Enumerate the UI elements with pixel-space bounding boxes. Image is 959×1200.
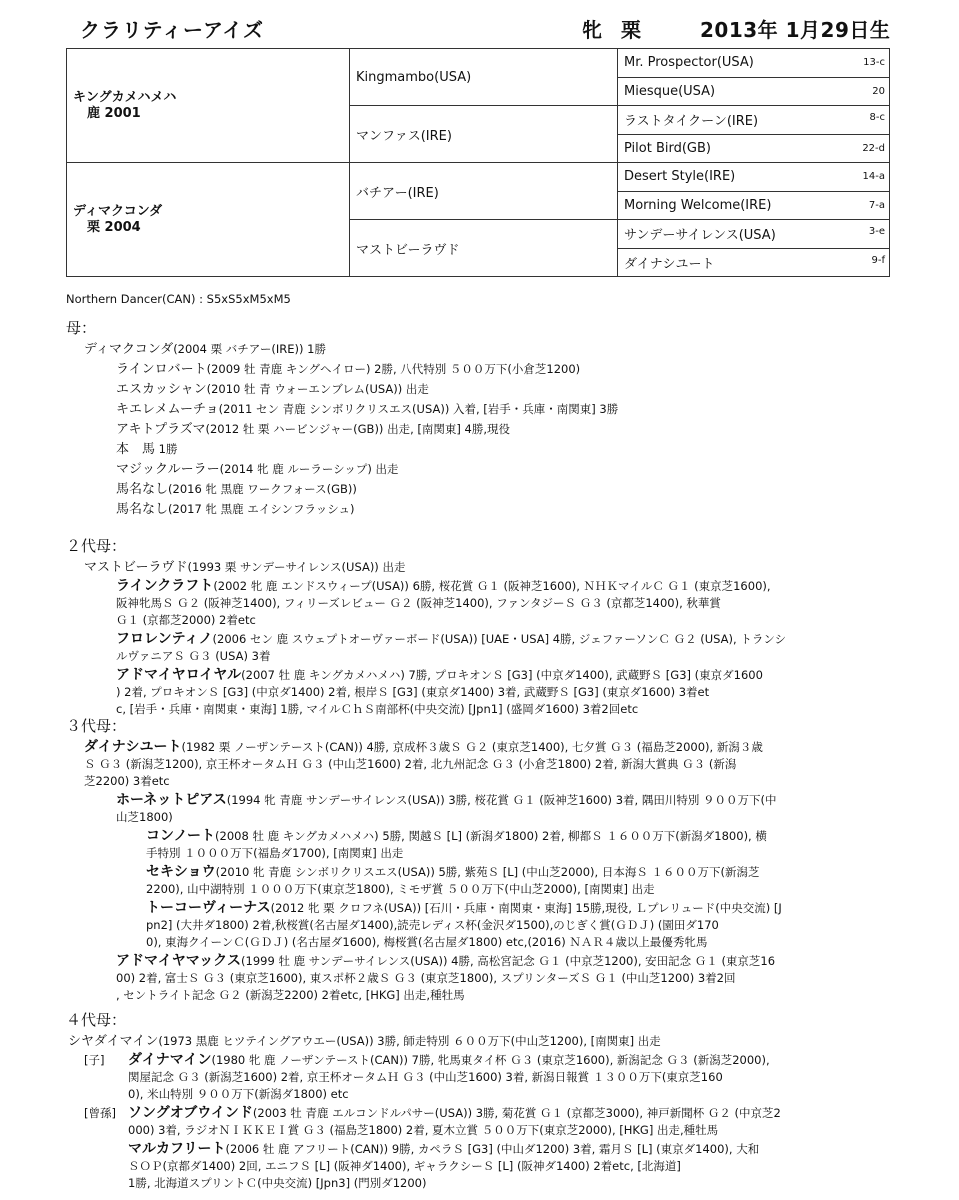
list-item (66, 501, 896, 518)
horse-record: (2006 牡 鹿 アフリート(CAN)) 9勝, カペラＳ [G3] (中山ダ1200) 3着, 霜月Ｓ [L] (東京ダ1400), 大和 (225, 1142, 760, 1156)
list-item (66, 792, 896, 826)
horse-record: (2008 牡 鹿 キングカメハメハ) 5勝, 関越Ｓ [L] (新潟ダ1800) 2着, 柳都Ｓ １６００万下(新潟ダ1800), 横 (215, 829, 767, 843)
horse-record: (2007 牡 鹿 キングカメハメハ) 7勝, プロキオンＳ [G3] (中京ダ1400), 武蔵野Ｓ [G3] (東京ダ1600 (241, 668, 763, 682)
fourth-dam-section (66, 1012, 896, 1192)
section-heading: ３代母： (66, 717, 127, 735)
horse-record: 阪神牝馬Ｓ Ｇ２ (阪神芝1400), フィリーズレビュー Ｇ２ (阪神芝1400), ファンタジーＳ Ｇ３ (京都芝1400), 秋華賞 (116, 596, 721, 610)
horse-record: 手特別 １０００万下(福島ダ1700), [南関東] 出走 (146, 846, 404, 860)
list-item (66, 631, 896, 665)
horse-name: ダイナマイン (128, 1052, 212, 1068)
list-item (66, 1105, 896, 1139)
horse-name: マルカフリート (128, 1141, 226, 1157)
horse-record: (1973 黒鹿 ヒツテイングアウエー(USA)) 3勝, 師走特別 ６００万下(中山芝1200), [南関東] 出走 (158, 1034, 661, 1048)
dam-name: ディマクコンダ (73, 203, 163, 219)
section-heading: ２代母： (66, 537, 127, 555)
horse-name: 馬名なし (116, 482, 169, 497)
list-item (66, 421, 896, 438)
horse-record: (1994 牝 青鹿 サンデーサイレンス(USA)) 3勝, 桜花賞 Ｇ１ (阪神芝1600) 3着, 隅田川特別 ９００万下(中 (226, 793, 777, 807)
horse-name: シヤダイマイン (68, 1034, 159, 1049)
horse-name: ソングオブウインド (128, 1105, 253, 1121)
gen3-name: ダイナシユート (624, 256, 715, 272)
relation-tag: [子] (84, 1053, 105, 1067)
family-number: 7-a (868, 199, 885, 211)
horse-record: (2003 牡 青鹿 エルコンドルパサー(USA)) 3勝, 菊花賞 Ｇ１ (京都芝3000), 神戸新聞杯 Ｇ２ (中京芝2 (252, 1106, 781, 1120)
sire-name: キングカメハメハ (73, 89, 177, 105)
horse-name: アドマイヤロイヤル (116, 667, 242, 683)
list-item (66, 953, 896, 1004)
gen2-name: マストビーラヴド (356, 242, 460, 258)
horse-record: (2010 牡 青 ウォーエンブレム(USA)) 出走 (206, 382, 429, 396)
horse-record: (2002 牝 鹿 エンドスウィープ(USA)) 6勝, 桜花賞 Ｇ１ (阪神芝1600), ＮＨＫマイルＣ Ｇ１ (東京芝1600), (213, 579, 771, 593)
horse-record: (2016 牝 黒鹿 ワークフォース(GB)) (168, 482, 357, 496)
list-item (66, 1141, 896, 1192)
family-number: 20 (872, 85, 885, 97)
horse-name: ダイナシユート (84, 739, 182, 755)
gen3-cell (618, 134, 890, 163)
gen2-cell (350, 163, 618, 220)
list-item (66, 461, 896, 478)
horse-name: ラインロバート (116, 362, 207, 377)
horse-name: アドマイヤマックス (116, 953, 242, 969)
birth-date: 2013年 1月29日生 (700, 18, 891, 42)
gen3-cell (618, 163, 890, 192)
family-number: 14-a (862, 171, 885, 183)
list-item (66, 381, 896, 398)
horse-record: 山芝1800) (116, 810, 173, 824)
horse-record: (1980 牝 鹿 ノーザンテースト(CAN)) 7勝, 牝馬東タイ杯 Ｇ３ (東京芝1600), 新潟記念 Ｇ３ (新潟芝2000), (211, 1053, 770, 1067)
horse-name: セキショウ (146, 864, 216, 880)
gen2-name: マンファス(IRE) (356, 128, 452, 144)
gen3-cell (618, 248, 890, 277)
dam-line (66, 1033, 896, 1050)
horse-name: ホーネットピアス (116, 792, 227, 808)
horse-name: フロレンティノ (116, 631, 213, 647)
gen3-name: ラストタイクーン(IRE) (624, 114, 759, 130)
horse-record: c, [岩手・兵庫・南関東・東海] 1勝, マイルＣｈＳ南部杯(中央交流) [Jpn1] (盛岡ダ1600) 3着2回etc (116, 702, 639, 716)
dam-cell (67, 163, 350, 277)
family-number: 3-e (868, 226, 885, 238)
horse-record: ＳＯＰ(京都ダ1400) 2回, エニフＳ [L] (阪神ダ1400), ギャラクシーＳ [L] (阪神ダ1400) 2着etc, [北海道] (128, 1159, 681, 1173)
gen2-name: バチアー(IRE) (356, 185, 439, 201)
horse-record: 000) 3着, ラジオＮＩＫＫＥＩ賞 Ｇ３ (福島芝1800) 2着, 夏木立賞 ５００万下(東京芝2000), [HKG] 出走,種牡馬 (128, 1123, 719, 1137)
horse-record: 芝2200) 3着etc (84, 774, 170, 788)
horse-name: コンノート (146, 828, 216, 844)
gen3-name: Mr. Prospector(USA) (624, 55, 754, 71)
list-item (66, 401, 896, 418)
list-item (66, 828, 896, 862)
sire-info: 鹿 2001 (87, 105, 141, 121)
section-heading: ４代母： (66, 1011, 127, 1029)
third-dam-section (66, 718, 896, 1004)
section-heading: 母： (66, 319, 97, 337)
gen3-cell (618, 191, 890, 220)
horse-record: Ｓ Ｇ３ (新潟芝1200), 京王杯オータムＨ Ｇ３ (中山芝1600) 2着, 北九州記念 Ｇ３ (小倉芝1800) 2着, 新潟大賞典 Ｇ３ (新潟 (84, 757, 737, 771)
horse-record: (1982 栗 ノーザンテースト(CAN)) 4勝, 京成杯３歳Ｓ Ｇ２ (東京芝1400), 七夕賞 Ｇ３ (福島芝2000), 新潟３歳 (181, 740, 763, 754)
gen3-cell (618, 106, 890, 135)
inbreeding-note: Northern Dancer(CAN) : S5xS5xM5xM5 (66, 292, 291, 306)
horse-name: 馬名なし (116, 502, 169, 517)
list-item (66, 578, 896, 629)
horse-record: (2010 牝 青鹿 シンボリクリスエス(USA)) 5勝, 紫苑Ｓ [L] (中山芝2000), 日本海Ｓ １６００万下(新潟芝 (215, 865, 760, 879)
horse-name: エスカッシャン (116, 382, 207, 397)
family-number: 13-c (863, 57, 885, 69)
horse-name: キエレメムーチョ (116, 402, 219, 417)
gen3-cell (618, 77, 890, 106)
gen2-cell (350, 220, 618, 277)
second-dam-section (66, 538, 896, 718)
family-number: 22-d (862, 142, 885, 154)
horse-name: ディマクコンダ (84, 342, 174, 357)
horse-name: クラリティーアイズ (80, 18, 264, 42)
gen3-name: サンデーサイレンス(USA) (624, 228, 776, 244)
horse-record: (2012 牝 栗 クロフネ(USA)) [石川・兵庫・南関東・東海] 15勝,現役, Ｌプレリュード(中央交流) [J (270, 901, 782, 915)
gen2-cell (350, 49, 618, 106)
horse-record: (2014 牝 鹿 ルーラーシップ) 出走 (219, 462, 399, 476)
horse-name: マジックルーラー (116, 462, 220, 477)
horse-record: (2006 セン 鹿 スウェプトオーヴァーボード(USA)) [UAE・USA] 4勝, ジェファーソンＣ Ｇ２ (USA), トランシ (212, 632, 787, 646)
horse-name: アキトプラズマ (116, 422, 206, 437)
horse-record: Ｇ１ (京都芝2000) 2着etc (116, 613, 256, 627)
horse-record: 関屋記念 Ｇ３ (新潟芝1600) 2着, 京王杯オータムＨ Ｇ３ (中山芝1600) 3着, 新潟日報賞 １３００万下(東京芝160 (128, 1070, 723, 1084)
horse-record: (2004 栗 バチアー(IRE)) 1勝 (173, 342, 326, 356)
gen3-name: Pilot Bird(GB) (624, 140, 711, 156)
horse-record: 1勝, 北海道スプリントＣ(中央交流) [Jpn3] (門別ダ1200) (128, 1176, 427, 1190)
horse-record: ) 2着, プロキオンＳ [G3] (中京ダ1400) 2着, 根岸Ｓ [G3] (東京ダ1400) 3着, 武蔵野Ｓ [G3] (東京ダ1600) 3着et (116, 685, 710, 699)
list-item (66, 441, 896, 458)
gen2-cell (350, 106, 618, 163)
horse-record: 2200), 山中湖特別 １０００万下(東京芝1800), ミモザ賞 ５００万下(中山芝2000), [南関東] 出走 (146, 882, 655, 896)
list-item (66, 361, 896, 378)
horse-record: (1993 栗 サンデーサイレンス(USA)) 出走 (187, 560, 406, 574)
horse-record: 1勝 (155, 442, 178, 456)
family-number: 8-c (869, 112, 885, 124)
horse-record: ルヴァニアＳ Ｇ３ (USA) 3着 (116, 649, 271, 663)
gen3-name: Miesque(USA) (624, 83, 716, 99)
horse-record: (2011 セン 青鹿 シンボリクリスエス(USA)) 入着, [岩手・兵庫・南関東] 3勝 (218, 402, 619, 416)
dam-line (66, 341, 896, 358)
horse-record: (2012 牡 栗 ハービンジャー(GB)) 出走, [南関東] 4勝,現役 (205, 422, 510, 436)
pedigree-table (66, 48, 890, 277)
horse-record: 00) 2着, 富士Ｓ Ｇ３ (東京芝1600), 東スポ杯２歳Ｓ Ｇ３ (東京芝1800), スプリンターズＳ Ｇ１ (中山芝1200) 3着2回 (116, 971, 736, 985)
dam-line (66, 559, 896, 576)
horse-record: (1999 牡 鹿 サンデーサイレンス(USA)) 4勝, 高松宮記念 Ｇ１ (中京芝1200), 安田記念 Ｇ１ (東京芝16 (241, 954, 776, 968)
gen3-cell (618, 220, 890, 249)
horse-record: (2009 牡 青鹿 キングヘイロー) 2勝, 八代特別 ５００万下(小倉芝1200) (206, 362, 581, 376)
list-item (66, 481, 896, 498)
gen2-name: Kingmambo(USA) (356, 69, 472, 85)
dam-line (66, 739, 896, 790)
horse-record: (2017 牝 黒鹿 エイシンフラッシュ) (168, 502, 355, 516)
horse-record: pn2] (大井ダ1800) 2着,秋桜賞(名古屋ダ1400),読売レディス杯(金沢ダ1500),のじぎく賞(ＧＤＪ) (園田ダ170 (146, 918, 719, 932)
list-item (66, 864, 896, 898)
list-item (66, 667, 896, 718)
family-number: 9-f (871, 254, 885, 266)
list-item (66, 1052, 896, 1103)
gen3-name: Desert Style(IRE) (624, 169, 736, 185)
dam-info: 栗 2004 (87, 219, 141, 235)
horse-record: 0), 米山特別 ９００万下(新潟ダ1800) etc (128, 1087, 349, 1101)
gen3-cell (618, 49, 890, 78)
dam-section (66, 320, 896, 518)
horse-record: , セントライト記念 Ｇ２ (新潟芝2200) 2着etc, [HKG] 出走,種牡馬 (116, 988, 465, 1002)
gen3-name: Morning Welcome(IRE) (624, 197, 772, 213)
horse-record: 0), 東海クイーンＣ(ＧＤＪ) (名古屋ダ1600), 梅桜賞(名古屋ダ1800) etc,(2016) ＮＡＲ４歳以上最優秀牝馬 (146, 935, 708, 949)
horse-name: ラインクラフト (116, 578, 214, 594)
sire-cell (67, 49, 350, 163)
horse-name: マストビーラヴド (84, 560, 188, 575)
sex-color: 牝 栗 (582, 18, 647, 42)
list-item (66, 900, 896, 951)
relation-tag: [曾孫] (84, 1106, 116, 1120)
horse-name: 本 馬 (116, 442, 156, 457)
horse-name: トーコーヴィーナス (146, 900, 271, 916)
